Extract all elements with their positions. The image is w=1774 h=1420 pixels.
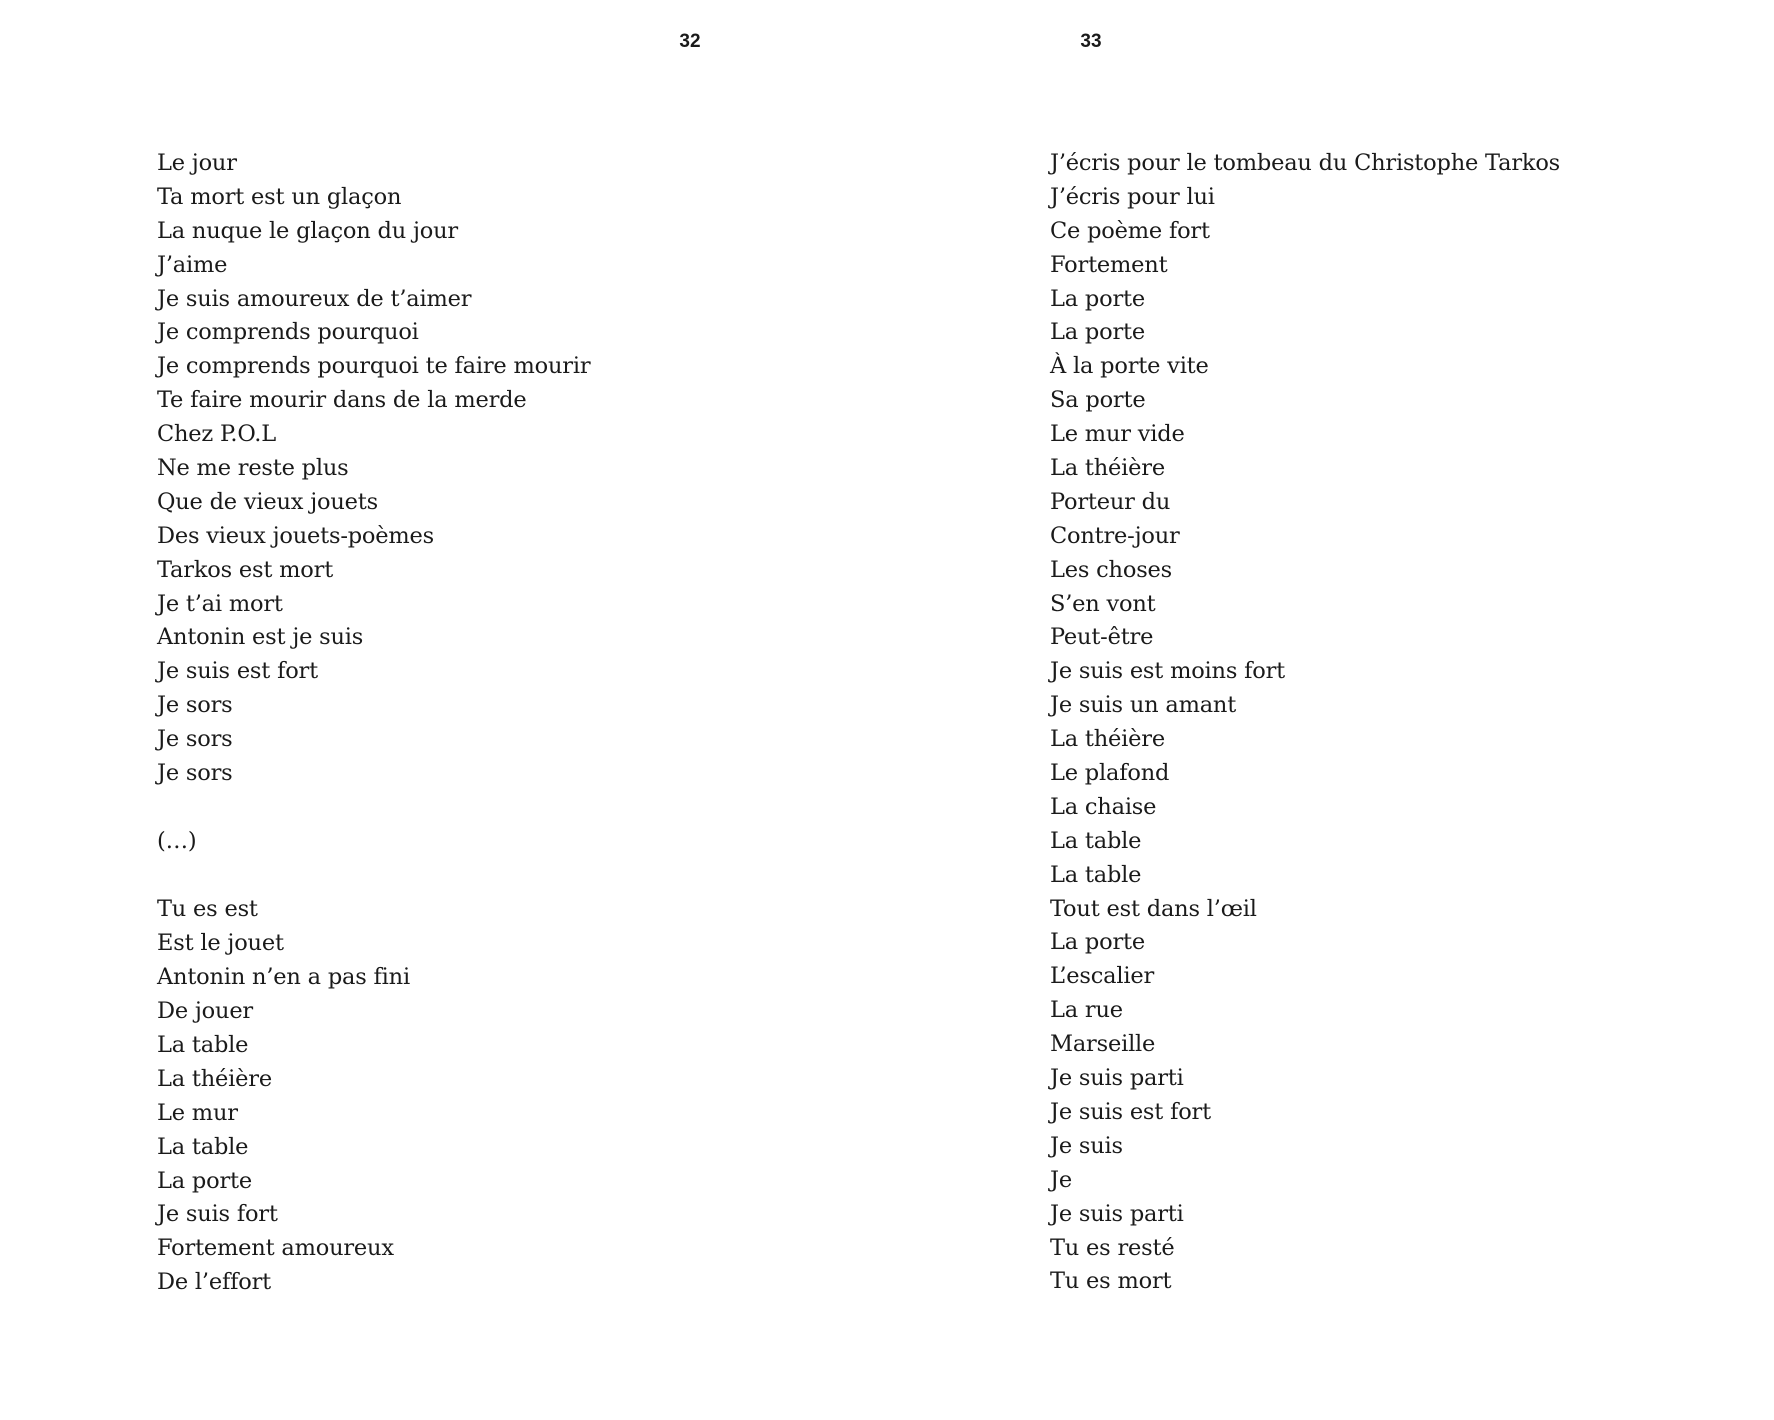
- page-number-right: 33: [1080, 31, 1102, 52]
- poem-line: Des vieux jouets-poèmes: [157, 522, 434, 549]
- poem-stanza-2: [157, 893, 590, 1300]
- poem-line: La théière: [1050, 726, 1165, 753]
- poem-line: Le jour: [157, 150, 237, 176]
- poem-line: Je suis: [1050, 1132, 1123, 1159]
- poem-line: Est le jouet: [157, 930, 284, 957]
- poem-line: La théière: [157, 1065, 272, 1092]
- poem-line: Tu es mort: [1050, 1268, 1172, 1295]
- poem-line: Je sors: [157, 692, 233, 719]
- poem-line: La table: [157, 1133, 249, 1160]
- poem-line: Les choses: [1050, 556, 1173, 583]
- poem-line: Le mur: [157, 1099, 238, 1126]
- poem-line: Je sors: [157, 760, 233, 787]
- poem-stanza-1: [157, 147, 590, 791]
- poem-line: Sa porte: [1050, 387, 1146, 414]
- poem-line: Je suis est moins fort: [1050, 658, 1286, 685]
- poem-line: De l’effort: [157, 1269, 271, 1296]
- poem-line: Le plafond: [1050, 760, 1170, 787]
- page-number-left: 32: [679, 31, 701, 52]
- poem-line: Te faire mourir dans de la merde: [157, 387, 527, 414]
- poem-column-left: [157, 147, 590, 1300]
- poem-line: La porte: [1050, 319, 1145, 346]
- poem-line: La porte: [1050, 285, 1145, 312]
- poem-line: Je suis amoureux de t’aimer: [157, 285, 472, 312]
- poem-line: Chez P.O.L: [157, 421, 276, 448]
- poem-line: Tu es est: [157, 896, 258, 923]
- poem-line: J’écris pour lui: [1050, 183, 1215, 210]
- poem-line: Je suis parti: [1050, 1065, 1184, 1092]
- poem-line: Je suis est fort: [157, 658, 318, 685]
- poem-line: La table: [157, 1031, 249, 1058]
- poem-line: La porte: [1050, 929, 1145, 956]
- poem-line: Antonin est je suis: [157, 624, 364, 651]
- poem-line: La chaise: [1050, 793, 1157, 820]
- poem-line: Ne me reste plus: [157, 455, 349, 482]
- stanza-gap: [157, 791, 590, 825]
- poem-line: Que de vieux jouets: [157, 488, 378, 515]
- poem-line: Je suis est fort: [1050, 1098, 1211, 1125]
- poem-line: Antonin n’en a pas fini: [157, 964, 410, 991]
- poem-line: À la porte vite: [1050, 353, 1209, 380]
- poem-line: Le mur vide: [1050, 421, 1185, 448]
- poem-line: La porte: [157, 1167, 252, 1194]
- ellipsis-marker: (…): [157, 828, 197, 855]
- poem-line: Je: [1050, 1166, 1072, 1193]
- poem-line: Ta mort est un glaçon: [157, 183, 402, 210]
- poem-line: S’en vont: [1050, 590, 1156, 617]
- poem-line: Je sors: [157, 726, 233, 753]
- poem-line: L’escalier: [1050, 963, 1155, 990]
- poem-line: Je suis parti: [1050, 1200, 1184, 1227]
- poem-line: Porteur du: [1050, 488, 1171, 515]
- poem-line: Ce poème fort: [1050, 217, 1210, 244]
- poem-line: J’écris pour le tombeau du Christophe Tarkos: [1050, 150, 1561, 176]
- poem-line: Marseille: [1050, 1031, 1156, 1058]
- poem-line: J’aime: [157, 251, 228, 278]
- poem-line: Tarkos est mort: [157, 556, 334, 583]
- stanza-gap: [157, 859, 590, 893]
- poem-line: De jouer: [157, 998, 253, 1025]
- poem-line: Je t’ai mort: [157, 590, 283, 617]
- poem-line: Fortement amoureux: [157, 1235, 394, 1262]
- poem-column-right: [1050, 147, 1560, 1299]
- poem-line: La théière: [1050, 455, 1165, 482]
- poem-line: Je comprends pourquoi: [157, 319, 419, 346]
- poem-line: La table: [1050, 827, 1142, 854]
- poem-line: Contre-jour: [1050, 522, 1180, 549]
- poem-line: La nuque le glaçon du jour: [157, 217, 458, 244]
- poem-line: Peut-être: [1050, 624, 1154, 651]
- poem-line: Tout est dans l’œil: [1050, 895, 1257, 922]
- poem-line: Je suis un amant: [1050, 692, 1237, 719]
- poem-line: La table: [1050, 861, 1142, 888]
- poem-line: Je comprends pourquoi te faire mourir: [157, 353, 591, 380]
- poem-line: Fortement: [1050, 251, 1168, 278]
- poem-line: Tu es resté: [1050, 1234, 1175, 1261]
- poem-line: La rue: [1050, 997, 1123, 1024]
- poem-line: Je suis fort: [157, 1201, 278, 1228]
